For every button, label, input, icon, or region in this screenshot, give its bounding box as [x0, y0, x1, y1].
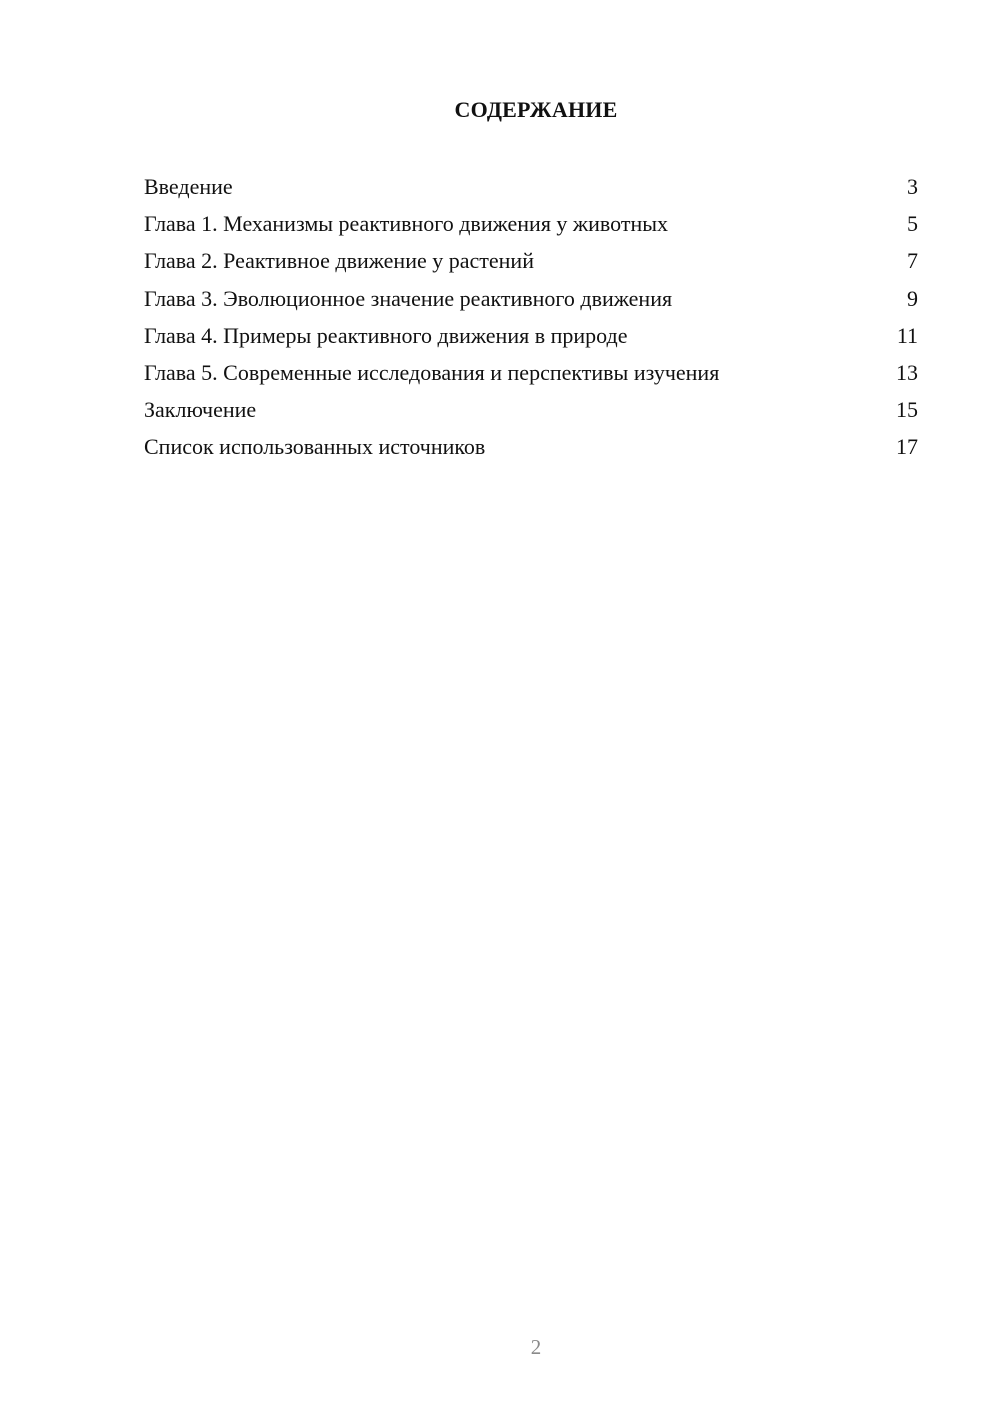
toc-entry-page: 17 — [896, 434, 918, 460]
toc-entry — [144, 205, 918, 242]
toc-entry-title: Заключение — [144, 397, 257, 423]
toc-entry-title: Список использованных источников — [144, 434, 486, 460]
toc-entry-title: Глава 4. Примеры реактивного движения в природе — [144, 322, 628, 348]
toc-entry-page: 13 — [896, 359, 918, 385]
toc-entry-page: 15 — [896, 397, 918, 423]
toc-entry-title: Введение — [144, 174, 233, 199]
toc-entry-title: Глава 3. Эволюционное значение реактивного движения — [144, 285, 673, 311]
toc-entry-page: 3 — [907, 174, 918, 199]
toc-entry-title: Глава 2. Реактивное движение у растений — [144, 248, 534, 274]
toc-entry-page: 5 — [907, 211, 918, 237]
page-title: СОДЕРЖАНИЕ — [454, 97, 618, 122]
toc-entry — [144, 354, 918, 391]
toc-entry — [144, 317, 918, 354]
toc-entry-page: 7 — [907, 248, 918, 274]
toc-entry — [144, 242, 918, 279]
table-of-contents — [144, 168, 918, 466]
toc-entry — [144, 391, 918, 428]
page-number: 2 — [530, 1335, 542, 1359]
toc-entry — [144, 428, 918, 465]
toc-entry-title: Глава 5. Современные исследования и перспективы изучения — [144, 359, 720, 385]
toc-entry-page: 9 — [907, 285, 918, 311]
toc-entry — [144, 280, 918, 317]
toc-entry-title: Глава 1. Механизмы реактивного движения у животных — [144, 211, 669, 237]
toc-entry-page: 11 — [896, 322, 918, 348]
toc-entry — [144, 168, 918, 205]
